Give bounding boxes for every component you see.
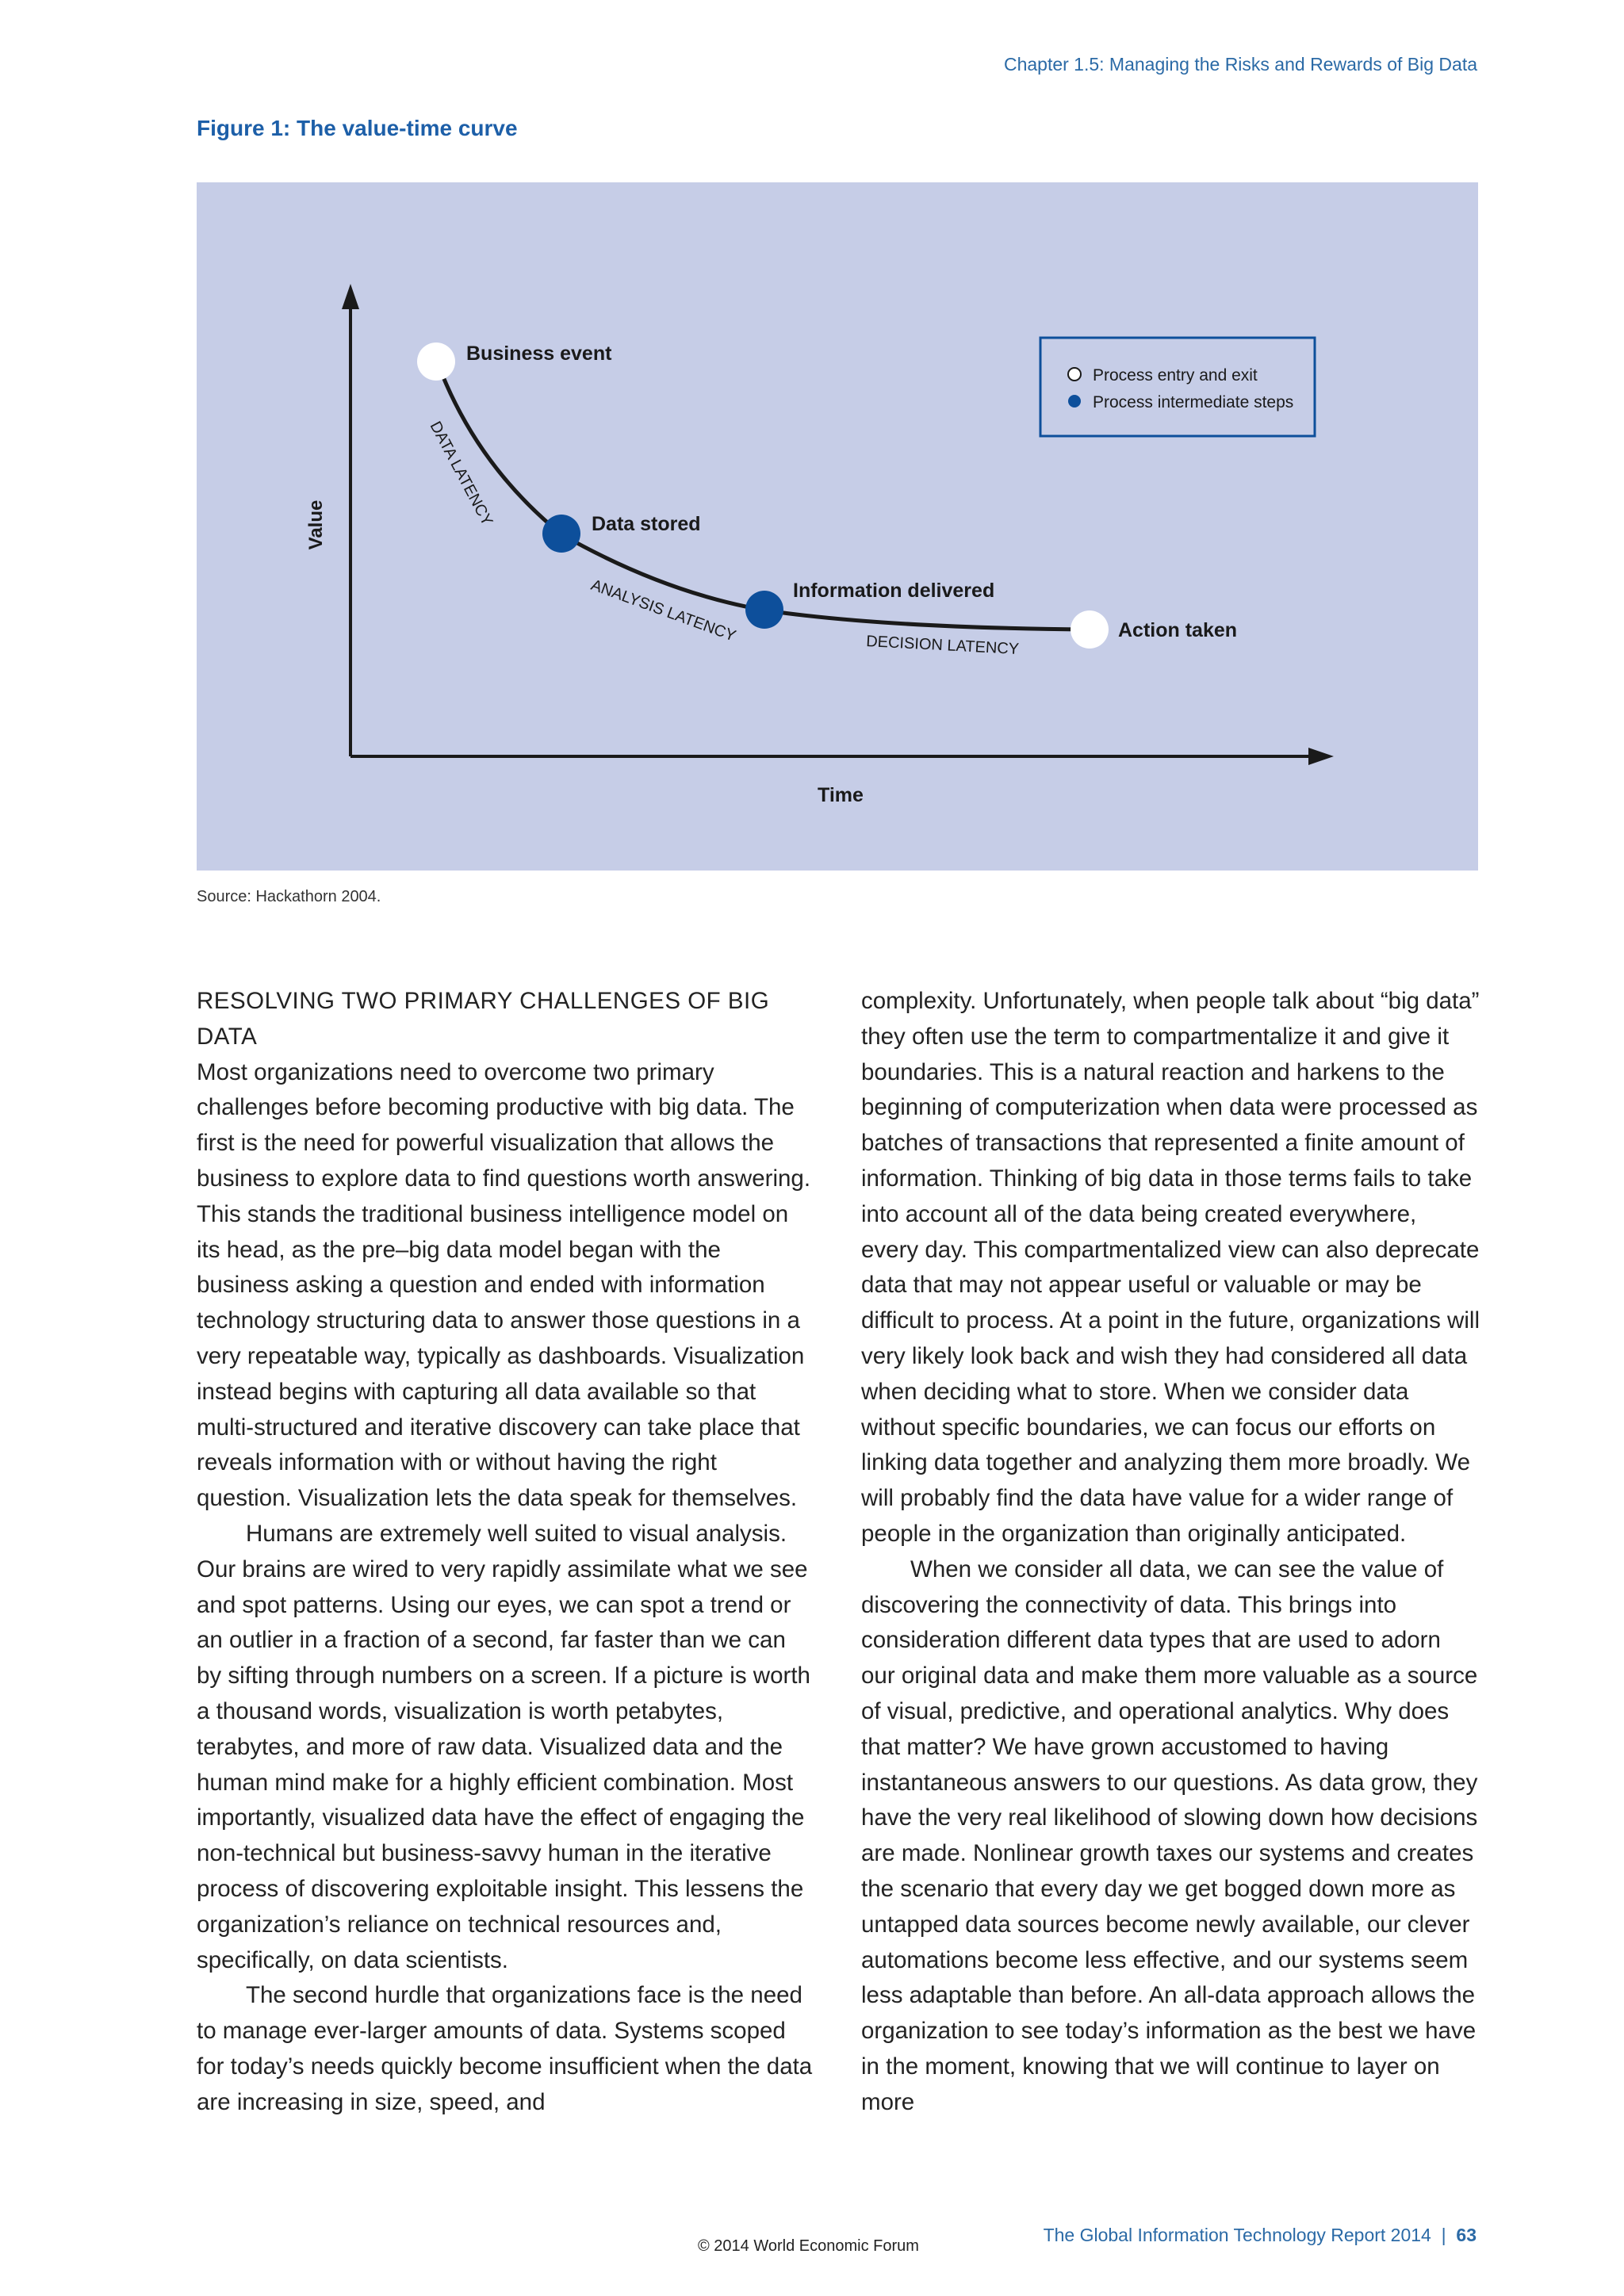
page-number: 63 (1456, 2225, 1477, 2245)
paragraph: When we consider all data, we can see the value of discovering the connectivity of data. This brings into consideration different data types that are used to adorn our original data and make them more valuable as a source of visual, predictive, and operational analytics. Why does that matter? We have grown accustomed to having instantaneous answers to our questions. As data grow, they have the very real likelihood of slowing down how decisions are made. Nonlinear growth taxes our systems and creates the scenario that every day we get bogged down more as untapped data sources become newly available, our clever automations become less effective, and our systems seem less adaptable than before. An all-data approach allows the organization to see today’s information as the best we have in the moment, knowing that we will continue to layer on more (861, 1556, 1478, 2115)
figure-source: Source: Hackathorn 2004. (197, 888, 381, 905)
legend-filled-circle-icon (1068, 395, 1081, 408)
paragraph: Humans are extremely well suited to visual analysis. Our brains are wired to very rapidly assimilate what we see and spot patterns. Using our eyes, we can spot a trend or an outlier in a fraction of a second, far faster than we can by sifting through numbers on a screen. If a picture is worth a thousand words, visualization is worth petabytes, terabytes, and more of raw data. Visualized data and the human mind make for a highly efficient combination. Most importantly, visualized data have the effect of engaging the non-technical but business-savvy human in the iterative process of discovering exploitable insight. This lessens the organization’s reliance on technical resources and, specifically, on data scientists. (197, 1520, 810, 1973)
analysis-latency-label: ANALYSIS LATENCY (588, 576, 738, 645)
legend-intermediate-label: Process intermediate steps (1093, 393, 1294, 411)
action-taken-label: Action taken (1118, 619, 1238, 641)
value-time-figure (197, 182, 1478, 871)
value-time-diagram (197, 182, 1478, 871)
x-axis-label: Time (818, 784, 864, 806)
data-latency-label: DATA LATENCY (426, 419, 496, 529)
information-delivered-point (745, 591, 783, 629)
legend (1040, 338, 1315, 436)
paragraph: Most organizations need to overcome two primary challenges before becoming productive with big data. The first is the need for powerful visualization that allows the business to explore data to find questions worth answering. This stands the traditional business intelligence model on its head, as the pre–big data model began with the business asking a question and ended with information technology structuring data to answer those questions in a very repeatable way, typically as dashboards. Visualization instead begins with capturing all data available so that multi-structured and iterative discovery can take place that reveals information with or without having the right question. Visualization lets the data speak for themselves. (197, 1058, 811, 1512)
legend-box (1040, 338, 1315, 436)
data-stored-point (542, 515, 580, 553)
paragraph: complexity. Unfortunately, when people talk about “big data” they often use the term to compartmentalize it and give it boundaries. This is a natural reaction and harkens to the beginning of computerization when data were processed as batches of transactions that represented a finite amount of information. Thinking of big data in those terms fails to take into account all of the data being created everywhere, every day. This compartmentalized view can also deprecate data that may not appear useful or valuable or may be difficult to process. At a point in the future, organizations will very likely look back and wish they had considered all data when deciding what to store. When we consider data without specific boundaries, we can focus our efforts on linking data together and analyzing them more broadly. We will probably find the data have value for a wider range of people in the organization than originally anticipated. (861, 988, 1480, 1547)
copyright: © 2014 World Economic Forum (698, 2237, 919, 2255)
decision-latency-label: DECISION LATENCY (865, 633, 1020, 659)
data-stored-label: Data stored (592, 513, 701, 535)
information-delivered-label: Information delivered (793, 580, 995, 602)
legend-open-circle-icon (1068, 368, 1081, 381)
left-column (197, 984, 815, 2121)
paragraph: The second hurdle that organizations face is the need to manage ever-larger amounts of data. Systems scoped for today’s needs quickly become insufficient when the data are increasing in size, speed, and (197, 1982, 813, 2115)
y-axis-arrowhead (342, 284, 359, 309)
business-event-label: Business event (466, 342, 612, 365)
business-event-point (417, 342, 455, 381)
figure-title: Figure 1: The value-time curve (197, 116, 518, 140)
legend-entry-exit-label: Process entry and exit (1093, 366, 1258, 385)
right-column (861, 984, 1480, 2121)
action-taken-point (1071, 610, 1109, 649)
running-head: Chapter 1.5: Managing the Risks and Rewards of Big Data (1003, 54, 1477, 75)
y-axis-label: Value (305, 499, 327, 550)
footer-report (1044, 2225, 1477, 2246)
footer-separator: | (1441, 2225, 1446, 2245)
report-title: The Global Information Technology Report 2014 (1043, 2225, 1431, 2245)
section-heading: RESOLVING TWO PRIMARY CHALLENGES OF BIG DATA (197, 988, 770, 1050)
x-axis-arrowhead (1308, 748, 1334, 765)
